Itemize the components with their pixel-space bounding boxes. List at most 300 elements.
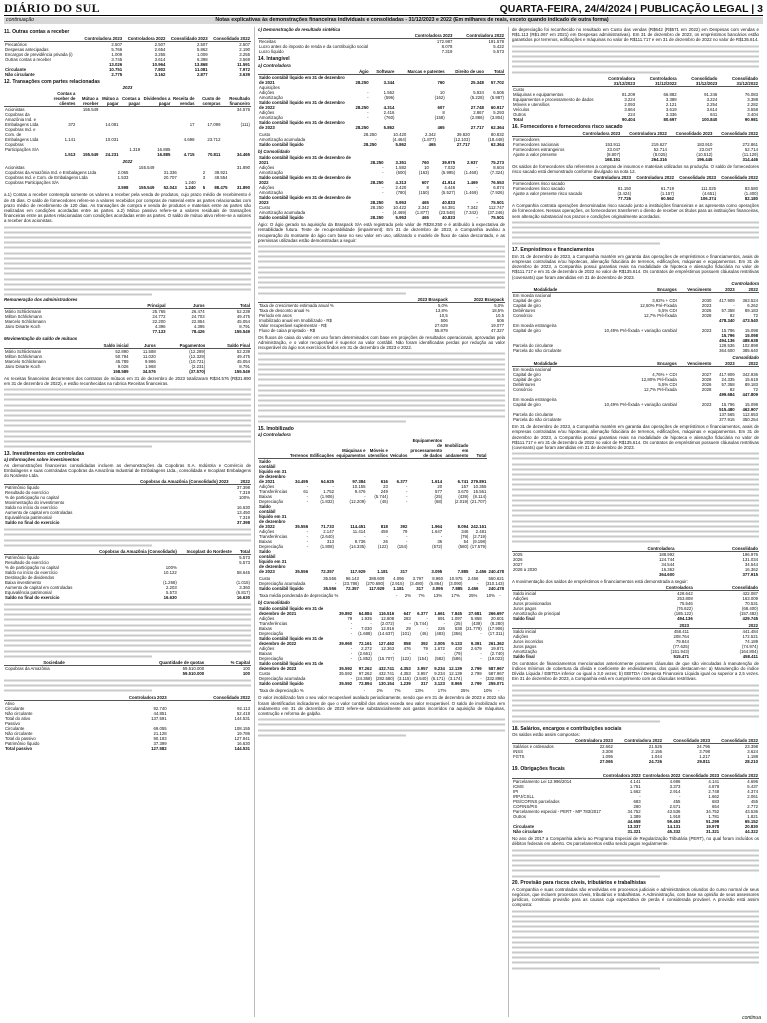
table-capital-quotas	[4, 660, 251, 676]
table-header-cell: Juros	[167, 303, 206, 309]
table-cell: 1.044	[651, 754, 663, 760]
text-line	[512, 719, 660, 724]
text-line	[4, 688, 152, 693]
table-cell: Circulante	[5, 66, 27, 72]
table-investment-amazonia	[4, 479, 251, 525]
table-cell: 458.411	[673, 628, 690, 634]
table-cell: 3	[202, 175, 206, 181]
table-cell: 4.878	[708, 784, 720, 790]
table-cell: 27.681	[468, 611, 482, 617]
table-salaries	[512, 738, 759, 764]
table-cell: Mário Schlickmann	[5, 309, 42, 315]
table-cell: (158)	[434, 114, 445, 120]
table-cell: 6.874	[493, 185, 504, 191]
table-row	[258, 459, 505, 485]
table-cell: 12,7% Pré-fixada	[643, 387, 677, 393]
table-17a-title: Controladora	[731, 280, 759, 286]
table-cell: 392	[400, 524, 408, 530]
table-cell: 313	[326, 539, 334, 545]
table-cell: 40.833	[441, 200, 456, 206]
table-cell	[171, 142, 195, 152]
table-intangible-controller	[258, 69, 505, 130]
table-cell: 2.190	[239, 46, 250, 52]
table-row	[4, 142, 251, 152]
table-cell: 16.885	[157, 152, 171, 158]
table-cell: 2.937	[467, 160, 478, 166]
paragraph-15-depreciation-continued	[512, 44, 759, 75]
table-cell: Copobras Ind. e Com. de Embalagens Ltda	[5, 175, 88, 181]
table-cell: -	[477, 581, 479, 587]
table-cell: Acionistas	[5, 165, 25, 171]
table-cell: 76.553	[490, 180, 504, 186]
table-loans-controller	[512, 287, 759, 353]
table-cell: (5.228)	[470, 94, 484, 100]
table-cell: 35.556	[294, 524, 309, 530]
table-cell: (1.157)	[660, 191, 675, 197]
table-header-cell: Controladora 2023	[589, 175, 632, 181]
table-cell: -	[480, 651, 482, 657]
table-cell: 34.544	[744, 561, 758, 567]
table-header-cell: Principal	[115, 303, 167, 309]
table-cell: 79	[402, 529, 408, 535]
table-cell: 188.992	[658, 551, 675, 557]
table-cell: Consórcio	[513, 387, 533, 393]
table-cell: 11.020	[142, 353, 156, 359]
text-line	[512, 539, 660, 544]
table-header-cell	[258, 438, 289, 459]
table-cell: 23.047	[607, 146, 621, 152]
table-cell: 12,80% Pré-fixada	[641, 377, 677, 383]
table-header-cell: Consolidado 2023	[668, 131, 714, 137]
column-2	[258, 27, 505, 1017]
table-cell: (1.877)	[422, 136, 436, 142]
table-header-cell: 2023 Braspack	[392, 297, 448, 303]
table-loans-maturity	[512, 546, 759, 577]
table-cell: 2.571	[669, 804, 681, 810]
table-cell: 81.150	[617, 186, 632, 192]
table-cell: 1.614	[431, 479, 443, 485]
table-cell	[141, 127, 171, 142]
table-header-cell: Encargos	[579, 287, 678, 293]
table-cell: 1.188	[747, 754, 758, 760]
table-header-cell: Controladora 2023	[80, 36, 123, 42]
table-cell: (4.651)	[702, 191, 717, 197]
section-15b-heading: b) Consolidado	[258, 600, 290, 606]
table-cell: -	[476, 185, 478, 191]
table-cell: 35.556	[323, 586, 337, 592]
table-cell: 760	[437, 79, 445, 85]
table-row	[4, 185, 251, 190]
table-row	[258, 681, 505, 686]
table-row	[512, 417, 759, 422]
table-cell: 10	[424, 165, 429, 171]
table-cell: Circulante	[5, 705, 25, 711]
paragraph-16: Os saldos de fornecedores são referentes a compras de insumos e materiais utilizados na produção. O saldo de fornecedores risco sacado está demonstrado conforme divulgado na nota 12.	[512, 163, 759, 174]
table-cell: 144.531	[234, 745, 250, 751]
table-cell: -	[426, 616, 428, 622]
table-cell: 2027	[701, 372, 712, 378]
table-cell: -	[678, 794, 681, 800]
table-ppe-controller-rate	[258, 593, 505, 598]
table-cell: (77.625)	[673, 643, 690, 649]
table-cell: 155.549	[82, 107, 99, 113]
table-cell: 116.516	[378, 611, 395, 617]
table-cell	[678, 417, 713, 422]
table-row	[258, 49, 505, 54]
table-cell: 78.426	[191, 329, 205, 335]
table-cell: 4.313	[395, 180, 407, 186]
table-cell: -	[405, 494, 408, 500]
table-cell: (332.896)	[485, 676, 504, 682]
table-cell: Saldo contábil líquido	[259, 681, 304, 687]
table-cell: Saldo contábil líquido	[259, 586, 304, 592]
table-header-cell: Modalidade	[512, 287, 579, 293]
table-cell: 41.914	[441, 180, 456, 186]
table-cell: 20	[437, 484, 443, 490]
table-cell: 97.262	[358, 666, 372, 672]
table-cell: (1.808)	[320, 544, 334, 550]
table-cell: Custo	[513, 86, 525, 92]
table-cell: 1.141	[64, 137, 76, 143]
table-cell: (21.779)	[465, 626, 482, 632]
table-cell: 5.862	[196, 46, 208, 52]
table-cell: 4.096	[393, 576, 404, 582]
table-cell: -	[426, 651, 428, 657]
table-cell: Amortização	[259, 190, 283, 196]
table-cell: 3.957	[417, 671, 428, 677]
table-header-cell: 2023	[712, 361, 735, 367]
table-cell: Juros provisionados	[513, 600, 552, 606]
paragraph-14-continued	[258, 244, 505, 296]
table-cell: 3.095	[431, 569, 443, 575]
table-cell: 18,5%	[491, 307, 504, 313]
table-header-cell: Contas a pagar	[120, 91, 142, 107]
table-cell: Despesas antecipadas	[5, 46, 49, 52]
table-cell: 24.726	[648, 759, 663, 765]
table-cell: Lucro antes do imposto de renda e da contribuição social	[259, 44, 368, 50]
table-cell: 70.531	[744, 600, 758, 606]
table-cell	[102, 520, 230, 525]
table-header-cell: Juros	[130, 343, 157, 349]
table-header-cell: 2022	[230, 479, 251, 485]
table-row	[512, 759, 759, 764]
table-cell: 45.054	[236, 358, 250, 364]
table-cell	[502, 593, 505, 598]
table-cell: 2.867	[473, 109, 484, 115]
table-cell: -	[382, 170, 384, 176]
table-cell: 219.627	[651, 141, 667, 147]
paragraph-17c-continued	[512, 683, 759, 725]
table-cell: Saldo final	[513, 615, 535, 621]
table-header-cell: Controladora 2023	[402, 33, 454, 39]
table-cell: 515.471	[673, 653, 690, 659]
table-cell: 465	[421, 200, 429, 206]
table-cell: Juros pagos	[513, 605, 537, 611]
table-cell: -	[306, 494, 309, 500]
table-cell: 8.960	[432, 576, 443, 582]
table-cell: 392	[420, 641, 428, 647]
table-cell: 2028	[701, 377, 712, 383]
table-cell: 19.978	[706, 824, 720, 830]
table-cell	[4, 185, 111, 190]
table-cell: 2.507	[111, 41, 123, 47]
table-cell: Depreciação acumulada	[259, 581, 306, 587]
table-row	[258, 661, 505, 671]
table-cell: Movimentação do investimento	[5, 500, 65, 506]
table-cell: 17	[189, 122, 195, 128]
table-cell: 49.475	[236, 314, 250, 320]
table-cell: (760)	[384, 114, 395, 120]
table-cell: 3.095	[432, 586, 443, 592]
table-cell: 14.131	[667, 824, 681, 830]
table-cell	[120, 112, 142, 127]
table-cell: 25.765	[152, 309, 166, 315]
table-cell: 31.890	[236, 165, 250, 171]
table-cell: FGTS	[513, 754, 525, 760]
table-cell: 264.316	[651, 156, 667, 162]
table-cell: 14.081	[105, 122, 119, 128]
table-cell: 51.299	[706, 819, 720, 825]
table-cell: 7%	[394, 688, 401, 694]
table-cell: 462.907	[742, 407, 758, 413]
table-cell: 1.181	[393, 586, 404, 592]
table-cell: 428.642	[677, 590, 693, 596]
table-cell: 5.868	[470, 616, 482, 622]
table-cell: 16.630	[236, 740, 250, 746]
table-cell: 16.630	[236, 594, 250, 600]
table-cell: -	[306, 499, 309, 505]
table-cell: 15.796	[721, 332, 735, 338]
table-cell: Capital de giro	[513, 327, 541, 333]
paragraph-17-continued	[512, 451, 759, 544]
table-cell: (3.540)	[414, 676, 428, 682]
table-cell: -	[375, 136, 377, 142]
table-cell: Saldo contábil líquido em 31 de dezembro de 2021	[259, 155, 351, 166]
table-cell: 72.357	[320, 569, 334, 575]
table-header-cell: Controladora 2022	[453, 33, 505, 39]
table-cell: 3.797	[412, 576, 424, 582]
table-cell: 2.342	[418, 205, 429, 211]
table-cell: 17%	[451, 593, 460, 599]
table-cell	[45, 142, 76, 152]
table-cell: 3.123	[434, 681, 445, 687]
table-cell: 377.915	[742, 571, 758, 577]
table-cell: 5.953	[395, 215, 407, 221]
table-cell: 3.798	[699, 749, 710, 755]
table-cell: 261.362	[488, 641, 504, 647]
table-cell: 28.250	[355, 124, 369, 130]
table-cell: (19.023)	[487, 656, 504, 662]
table-cell: 2.456	[467, 586, 479, 592]
table-header-cell: Consolidado 2023	[166, 36, 208, 42]
section-19-heading: 19. Obrigações fiscais	[512, 766, 565, 773]
table-cell: 1.821	[747, 814, 758, 820]
table-cell: 1.662	[708, 794, 720, 800]
table-cell: 208.764	[673, 633, 690, 639]
table-cell: Total do ativo	[5, 715, 31, 721]
table-cell: 57.358	[721, 382, 735, 388]
table-cell: 39.960	[339, 641, 353, 647]
table-row	[512, 157, 759, 162]
table-cell: 52.418	[236, 710, 250, 716]
table-cell: (14.335)	[349, 544, 366, 550]
text-line	[4, 543, 152, 548]
table-cell: 2.799	[470, 671, 482, 677]
section-11-heading: 11. Outras contas a receber	[4, 28, 70, 35]
table-cell: Equivalência patrimonial	[5, 589, 52, 595]
table-cell: 13.450	[236, 510, 250, 516]
table-cell	[196, 142, 222, 152]
table-cell: Mário Schlickmann	[5, 348, 42, 354]
table-header-cell: Quantidade de quotas	[104, 660, 205, 666]
table-cell	[99, 142, 119, 152]
table-cell: (2.719)	[472, 534, 487, 540]
table-cell: 499.684	[719, 392, 735, 398]
table-cell: 52.890	[115, 348, 129, 354]
table-header-cell: 2022	[736, 361, 759, 367]
text-line	[512, 966, 660, 971]
table-cell: 441.484	[742, 628, 758, 634]
column-3	[512, 27, 759, 1017]
table-cell: 100	[242, 665, 250, 671]
masthead	[4, 2, 763, 15]
table-cell: (12.103)	[453, 136, 470, 142]
table-cell: 841	[710, 111, 718, 117]
table-cell: 760	[421, 160, 429, 166]
table-cell: 13.868	[194, 61, 208, 67]
table-cell: -	[306, 539, 309, 545]
section-15-heading: 15. Imobilizado	[258, 425, 294, 432]
table-cell: 61.719	[660, 186, 675, 192]
paragraph-15-depreciation: de depreciação foi reconhecido no resultado em Custo das vendas (R$642 (R$571 em 2022) em Despesas com vendas e R$1.113 (R$1.067 em 2021) em Despesas administrativas). Em 31 de dezembro de 2023, os empréstimos bancários estão garantidos por terrenos, edificações e máquinas no valor de R$111.717 e em 31 de dezembro de 2022 no valor de R$135.614.	[512, 27, 759, 43]
table-cell: -	[395, 593, 398, 599]
table-cell: (310.143)	[485, 581, 504, 587]
table-cell: (2.072)	[380, 621, 395, 627]
table-cell: Outros	[513, 111, 526, 117]
table-cell: (5.744)	[374, 494, 388, 500]
table-cell: 90.404	[621, 116, 636, 122]
table-header-cell: Consolidado 2023	[663, 738, 711, 744]
table-cell: 2023	[701, 402, 712, 408]
table-cell: Lucro líquido	[259, 49, 284, 55]
table-cell: 465	[428, 141, 436, 147]
table-cell: 5	[202, 185, 206, 191]
table-cell: 39.892	[339, 611, 353, 617]
table-cell: 6.262	[747, 302, 758, 308]
table-cell: 82.180	[744, 196, 758, 202]
table-cell: 7.030	[361, 626, 372, 632]
table-cell: (37.246)	[487, 210, 504, 216]
table-cell: 2026	[701, 382, 712, 388]
table-cell: 2.914	[669, 789, 681, 795]
paragraph-14b-continued	[258, 351, 505, 424]
table-cell: (1.468)	[464, 170, 478, 176]
table-cell: 8.094	[457, 524, 469, 530]
table-cell: Amortização	[259, 94, 283, 100]
table-header-cell: Contas a receber de clientes	[45, 91, 76, 107]
table-cell: (8.280)	[490, 621, 504, 627]
table-cell: 317	[400, 569, 408, 575]
table-cell: (2.915)	[390, 581, 404, 587]
table-cell: 102.898	[742, 342, 758, 348]
paragraph-19-continued	[512, 848, 759, 879]
table-cell: 1.661	[434, 611, 445, 617]
table-cell: 10.964	[152, 61, 166, 67]
table-cell: 89.183	[744, 382, 758, 388]
table-cell: 11.591	[237, 61, 250, 67]
table-cell: 129.536	[719, 342, 735, 348]
text-line	[512, 874, 660, 879]
table-cell: Equivalência patrimonial	[5, 515, 52, 521]
table-cell: (10.512)	[696, 151, 713, 157]
table-cell: (23.786)	[342, 581, 359, 587]
table-row	[512, 117, 759, 122]
table-cell: Em moeda estrangeira	[513, 322, 557, 328]
table-cell: Taxa de depreciação %	[259, 688, 304, 694]
table-cell: 7.845	[451, 611, 463, 617]
table-cell: (164.804)	[739, 648, 758, 654]
table-cell: (780)	[396, 190, 407, 196]
table-cell	[4, 152, 45, 157]
table-cell: -	[405, 489, 408, 495]
table-cell: 29	[406, 626, 411, 632]
table-cell: 163.009	[742, 595, 758, 601]
table-header-cell: Marcas e patentes	[395, 69, 445, 75]
table-cell: 317	[420, 681, 428, 687]
issue-info: QUARTA-FEIRA, 24/4/2024 | PUBLICAÇÃO LEGAL | 3	[499, 2, 763, 15]
table-cell: 75.273	[490, 160, 504, 166]
table-cell: 19.077	[490, 322, 504, 328]
table-cell: (2.019)	[454, 499, 469, 505]
table-cell: 158.589	[112, 368, 129, 374]
table-cell: 11.081	[194, 66, 208, 72]
table-cell: 77.726	[617, 196, 632, 202]
table-cell: 24.703	[191, 314, 205, 320]
table-cell: Aumento de capital em controladas	[5, 584, 73, 590]
table-cell: Valor recuperável suplementar - R$	[259, 322, 327, 328]
table-cell: 75.546	[679, 600, 693, 606]
table-cell: 242.161	[470, 524, 487, 530]
table-cell: 155.549	[138, 185, 155, 191]
table-row	[4, 520, 251, 525]
table-cell: Depreciação	[259, 656, 284, 662]
table-cell: 117.929	[369, 586, 385, 592]
table-header-cell: Total	[485, 69, 505, 75]
table-cell: (1.400)	[744, 191, 758, 197]
table-cell: (572)	[432, 544, 443, 550]
table-cell: -	[440, 534, 443, 540]
table-cell: 127.941	[234, 735, 250, 741]
table-header-cell: Direito de uso	[446, 69, 485, 75]
table-cell: 137.565	[719, 412, 735, 418]
table-cell: Saldo contábil líquido em 31 de dezembro de 2022	[259, 636, 324, 647]
table-cell: 385.640	[742, 347, 758, 353]
table-cell: 44.658	[627, 819, 641, 825]
table-cell: Capital de giro	[513, 297, 541, 303]
table-cell: 6.506	[493, 89, 504, 95]
table-cell: -	[426, 626, 428, 632]
table-cell: 34.752	[706, 809, 720, 815]
table-cell: 249	[380, 489, 388, 495]
table-cell: Saldo contábil líquido em 31 de dezembro de 2023	[259, 661, 324, 672]
table-cell: 2.254	[706, 101, 718, 107]
table-cell: (5.995)	[441, 170, 456, 176]
table-cell: 92.113	[237, 705, 250, 711]
table-cell: 127.462	[378, 641, 395, 647]
table-row	[512, 348, 759, 353]
table-cell: (12.209)	[349, 499, 366, 505]
table-header-cell: Sociedade	[4, 660, 104, 666]
